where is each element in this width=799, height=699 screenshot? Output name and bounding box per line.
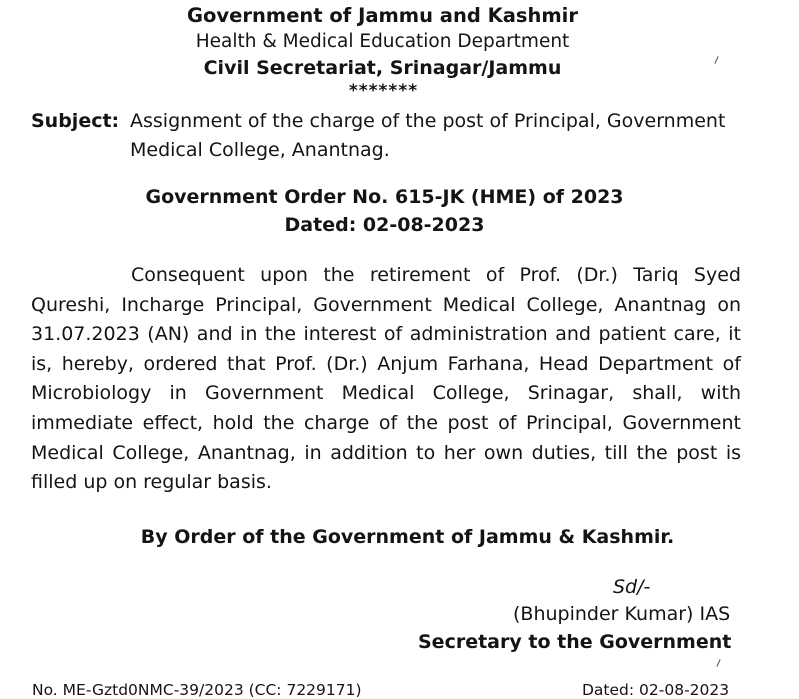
reference-number: No. ME-Gztd0NMC-39/2023 (CC: 7229171) — [32, 681, 362, 699]
signatory-name: (Bhupinder Kumar) IAS — [513, 603, 731, 625]
department-heading: Health & Medical Education Department — [195, 31, 570, 52]
secretariat-heading: Civil Secretariat, Srinagar/Jammu — [203, 57, 562, 79]
scan-mark — [716, 659, 720, 667]
order-body-paragraph: Consequent upon the retirement of Prof. (Dr.) Tariq Syed Qureshi, Incharge Principal, Government Medical College, Anantnag on 31.07.2023 (AN) and in the interest of administration and patient care, it is, hereby, ordered that Prof. (Dr.) Anjum Farhana, Head Department of Microbiology in Government Medical College, Srinagar, shall, with immediate effect, hold the charge of the post of Principal, Government Medical College, Anantnag, in addition to her own duties, till the post is filled up on regular basis. — [31, 264, 741, 494]
signatory-title: Secretary to the Government — [418, 631, 732, 653]
footer-date: Dated: 02-08-2023 — [582, 681, 730, 699]
signature-sd: Sd/- — [613, 576, 651, 598]
order-number: Government Order No. 615-JK (HME) of 2023 — [145, 186, 624, 208]
subject-text: Assignment of the charge of the post of Principal, Government Medical College, Anantnag. — [130, 110, 726, 161]
header-separator: ******* — [348, 81, 419, 101]
subject-label: Subject: — [31, 110, 120, 132]
by-order-line: By Order of the Government of Jammu & Kashmir. — [140, 526, 675, 548]
order-date: Dated: 02-08-2023 — [284, 214, 485, 236]
government-heading: Government of Jammu and Kashmir — [187, 4, 578, 27]
